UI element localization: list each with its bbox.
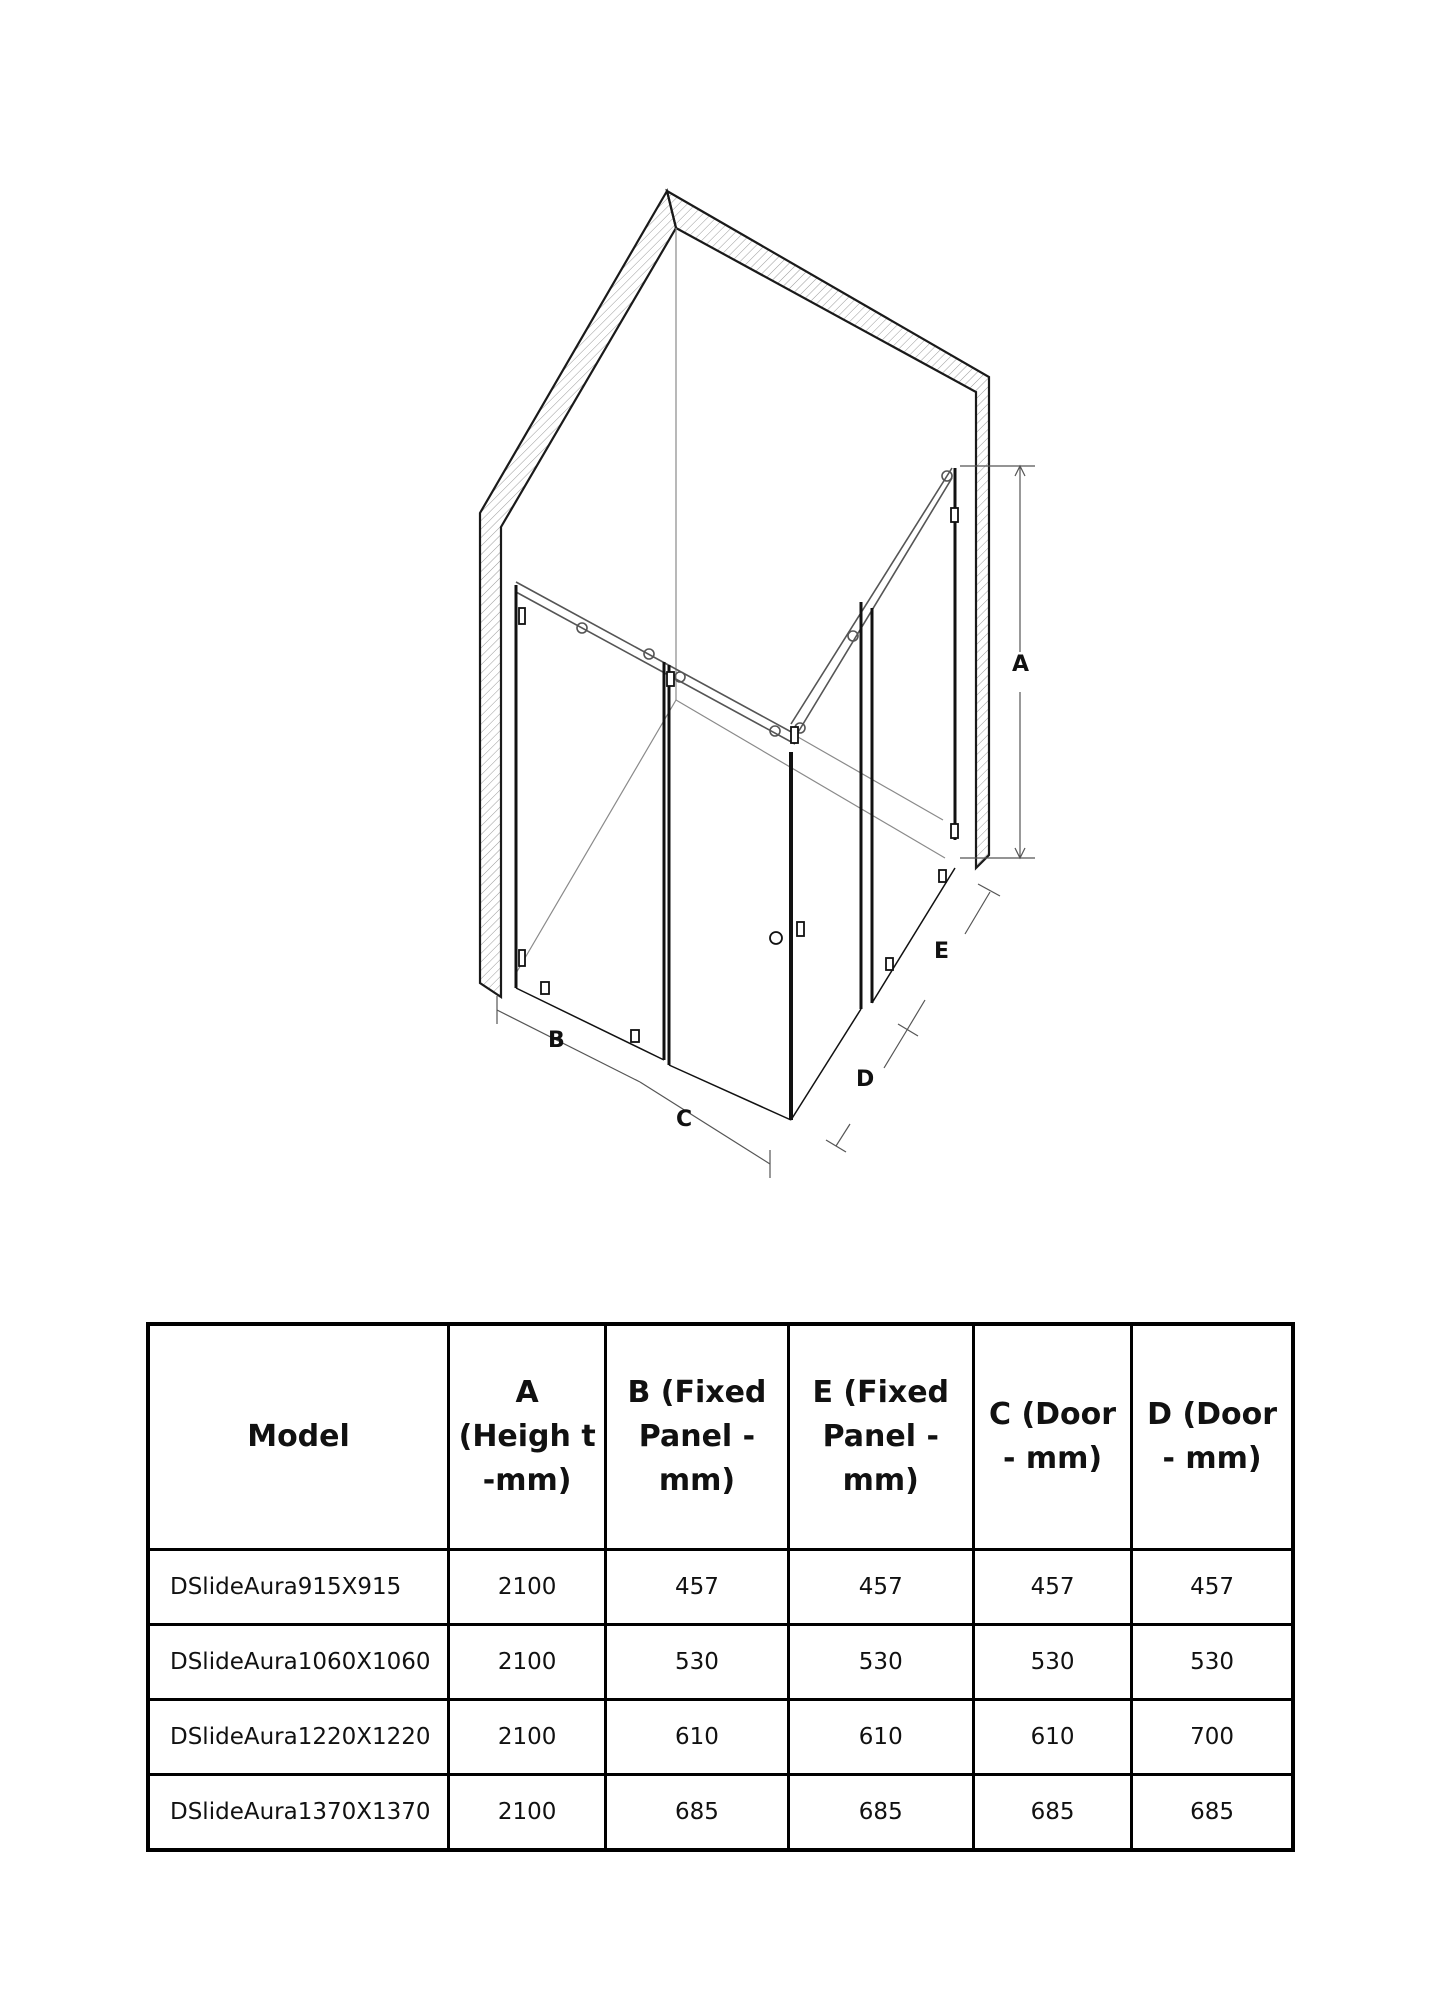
cell-model: DSlideAura1060X1060 xyxy=(148,1625,449,1700)
cell-model: DSlideAura1220X1220 xyxy=(148,1700,449,1775)
table-row xyxy=(148,1700,1293,1775)
dimensions-table xyxy=(146,1322,1295,1852)
dimension-label-b: B xyxy=(548,1028,565,1053)
cell-b: 457 xyxy=(606,1550,788,1625)
table-header-row xyxy=(148,1324,1293,1550)
cell-a: 2100 xyxy=(449,1625,606,1700)
dimension-label-e: E xyxy=(934,939,950,964)
cell-a: 2100 xyxy=(449,1550,606,1625)
header-b-fixed-panel: B (Fixed Panel - mm) xyxy=(606,1324,788,1550)
cell-e: 685 xyxy=(788,1775,973,1851)
header-d-door: D (Door - mm) xyxy=(1132,1324,1293,1550)
cell-e: 457 xyxy=(788,1550,973,1625)
dimension-label-d: D xyxy=(856,1067,875,1092)
glass-panels xyxy=(516,468,955,1120)
cell-d: 700 xyxy=(1132,1700,1293,1775)
cell-d: 530 xyxy=(1132,1625,1293,1700)
cell-c: 685 xyxy=(973,1775,1131,1851)
cell-b: 530 xyxy=(606,1625,788,1700)
header-model: Model xyxy=(148,1324,449,1550)
header-e-fixed-panel: E (Fixed Panel - mm) xyxy=(788,1324,973,1550)
cell-b: 610 xyxy=(606,1700,788,1775)
right-wall xyxy=(667,191,989,868)
table-row xyxy=(148,1775,1293,1851)
hardware xyxy=(519,508,958,1042)
door-handle xyxy=(770,932,782,944)
cell-model: DSlideAura915X915 xyxy=(148,1550,449,1625)
dimension-label-c: C xyxy=(676,1107,693,1132)
header-a-height: A (Heigh t -mm) xyxy=(449,1324,606,1550)
table-row xyxy=(148,1550,1293,1625)
cell-d: 457 xyxy=(1132,1550,1293,1625)
left-wall xyxy=(480,191,676,997)
table-row xyxy=(148,1625,1293,1700)
dimension-label-a: A xyxy=(1012,652,1030,677)
cell-c: 530 xyxy=(973,1625,1131,1700)
cell-model: DSlideAura1370X1370 xyxy=(148,1775,449,1851)
cell-a: 2100 xyxy=(449,1775,606,1851)
cell-e: 530 xyxy=(788,1625,973,1700)
cell-e: 610 xyxy=(788,1700,973,1775)
cell-c: 610 xyxy=(973,1700,1131,1775)
header-c-door: C (Door - mm) xyxy=(973,1324,1131,1550)
cell-d: 685 xyxy=(1132,1775,1293,1851)
top-rails xyxy=(516,468,952,744)
cell-a: 2100 xyxy=(449,1700,606,1775)
cell-c: 457 xyxy=(973,1550,1131,1625)
wall-structure xyxy=(480,191,989,997)
cell-b: 685 xyxy=(606,1775,788,1851)
